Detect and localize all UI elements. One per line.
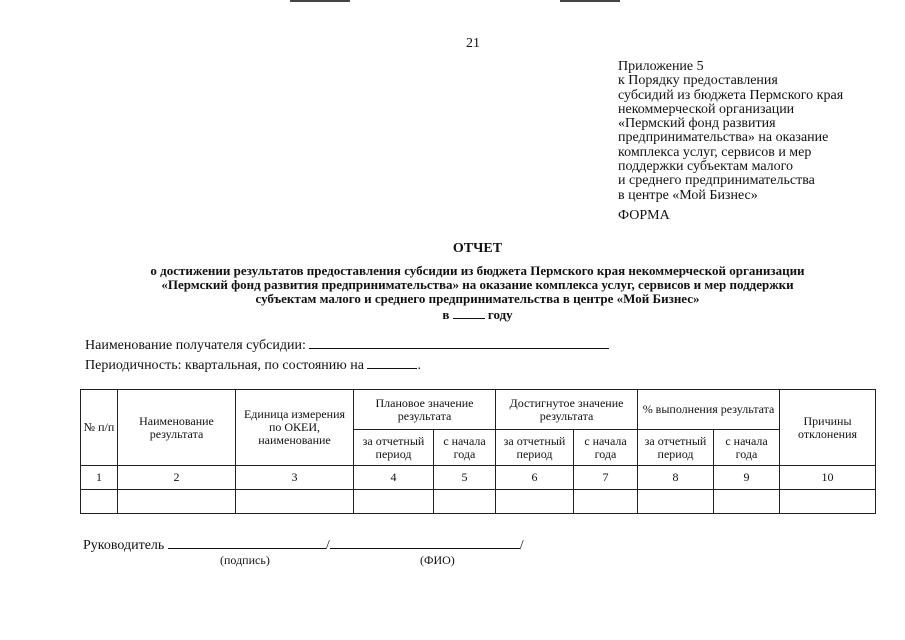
column-number: 7	[574, 466, 638, 490]
recipient-field	[85, 336, 609, 354]
appendix-line: в центре «Мой Бизнес»	[618, 187, 758, 203]
empty-cell[interactable]	[496, 490, 574, 514]
column-number: 6	[496, 466, 574, 490]
subtitle-line: «Пермский фонд развития предпринимательства» на оказание комплекса услуг, сервисов и мер поддержки	[161, 277, 794, 292]
header-name: Наименование результата	[118, 390, 236, 466]
appendix-line: и среднего предпринимательства	[618, 173, 815, 189]
results-table	[80, 389, 876, 514]
report-title: ОТЧЕТ	[452, 241, 503, 256]
header-percent-period: за отчетный период	[638, 430, 714, 466]
empty-cell[interactable]	[638, 490, 714, 514]
column-number: 2	[118, 466, 236, 490]
recipient-blank[interactable]	[309, 336, 609, 349]
appendix-line: поддержки субъектам малого	[618, 159, 794, 175]
name-caption: (ФИО)	[420, 553, 455, 567]
empty-cell[interactable]	[354, 490, 434, 514]
column-number: 4	[354, 466, 434, 490]
year-prefix: в	[442, 307, 450, 322]
appendix-line: «Пермский фонд развития	[618, 116, 776, 132]
periodicity-end: .	[417, 358, 421, 373]
empty-cell[interactable]	[714, 490, 780, 514]
empty-cell[interactable]	[236, 490, 354, 514]
top-rule-right	[560, 0, 620, 2]
page-number: 21	[466, 36, 480, 51]
subtitle-line: о достижении результатов предоставления субсидии из бюджета Пермского края некоммерческой организации	[150, 263, 805, 278]
column-number: 9	[714, 466, 780, 490]
signature-label: Руководитель	[83, 538, 165, 553]
header-achieved-period: за отчетный период	[496, 430, 574, 466]
signature-line	[83, 536, 524, 554]
year-suffix: году	[487, 307, 513, 322]
year-blank[interactable]	[453, 306, 485, 319]
appendix-block	[618, 60, 898, 203]
column-number: 5	[434, 466, 496, 490]
signature-separator: /	[325, 538, 330, 553]
periodicity-field	[85, 356, 421, 374]
appendix-line: комплекса услуг, сервисов и мер	[618, 144, 812, 160]
empty-cell[interactable]	[574, 490, 638, 514]
empty-cell[interactable]	[434, 490, 496, 514]
column-number: 8	[638, 466, 714, 490]
signature-separator-end: /	[519, 538, 524, 553]
column-number: 3	[236, 466, 354, 490]
periodicity-label: Периодичность: квартальная, по состоянию на	[85, 358, 364, 373]
form-label: ФОРМА	[618, 208, 670, 223]
appendix-line: предпринимательства» на оказание	[618, 130, 829, 146]
header-percent: % выполнения результата	[638, 390, 780, 430]
header-percent-from-start: с начала года	[714, 430, 780, 466]
recipient-label: Наименование получателя субсидии:	[85, 338, 306, 353]
column-number: 10	[780, 466, 876, 490]
appendix-line: Приложение 5	[618, 59, 704, 74]
report-subtitle	[90, 264, 865, 322]
header-planned-from-start: с начала года	[434, 430, 496, 466]
header-planned-period: за отчетный период	[354, 430, 434, 466]
appendix-line: субсидий из бюджета Пермского края	[618, 87, 844, 103]
header-planned: Плановое значение результата	[354, 390, 496, 430]
empty-cell[interactable]	[81, 490, 118, 514]
empty-cell[interactable]	[780, 490, 876, 514]
column-number: 1	[81, 466, 118, 490]
header-num: № п/п	[81, 390, 118, 466]
header-unit: Единица измерения по ОКЕИ, наименование	[236, 390, 354, 466]
year-line	[90, 306, 865, 322]
header-reasons: Причины отклонения	[780, 390, 876, 466]
periodicity-blank[interactable]	[367, 356, 417, 369]
signature-blank[interactable]	[168, 536, 326, 549]
signature-caption: (подпись)	[220, 553, 270, 567]
appendix-line: некоммерческой организации	[618, 101, 795, 117]
subtitle-line: субъектам малого и среднего предпринимательства в центре «Мой Бизнес»	[255, 291, 700, 306]
empty-cell[interactable]	[118, 490, 236, 514]
appendix-line: к Порядку предоставления	[618, 73, 778, 89]
top-rule-left	[290, 0, 350, 2]
header-achieved: Достигнутое значение результата	[496, 390, 638, 430]
header-achieved-from-start: с начала года	[574, 430, 638, 466]
table-row	[81, 490, 876, 514]
name-blank[interactable]	[330, 536, 520, 549]
